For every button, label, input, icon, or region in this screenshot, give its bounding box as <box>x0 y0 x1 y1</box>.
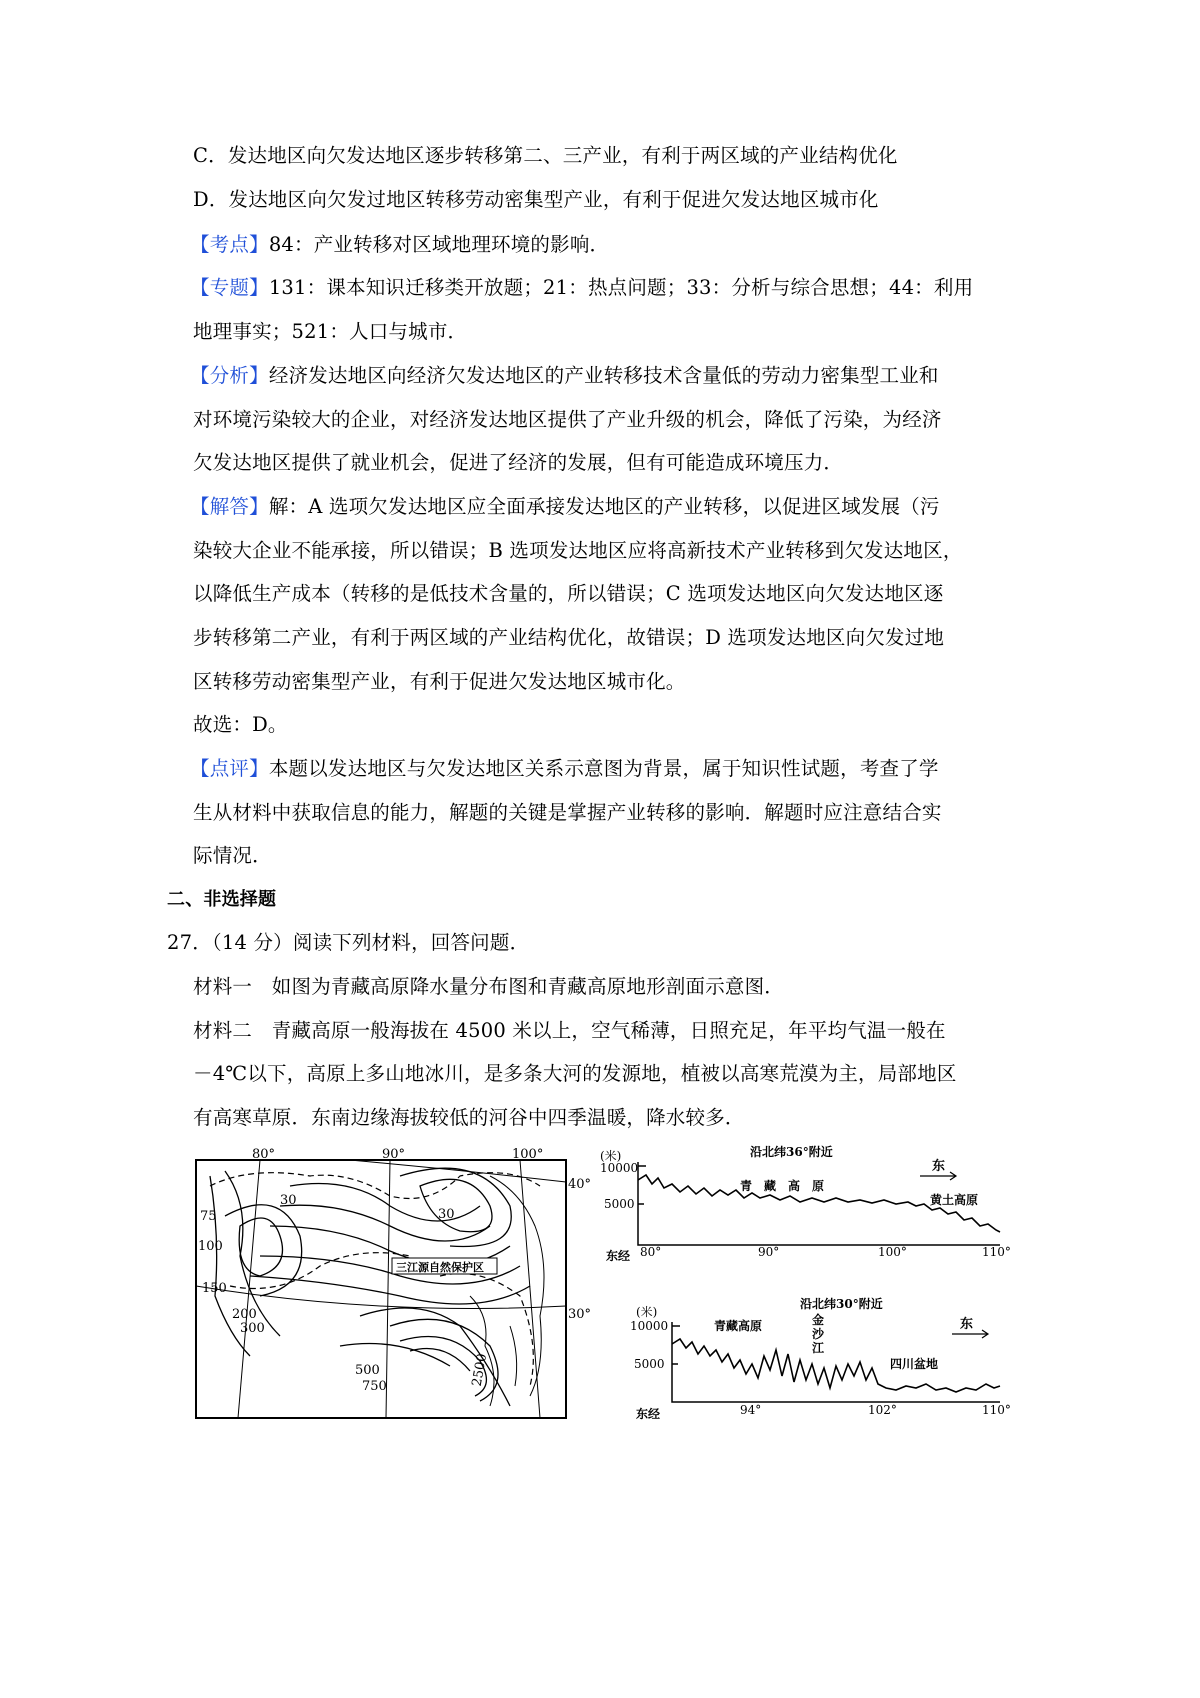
profile-1-region-plateau: 青 藏 高 原 <box>740 1179 825 1193</box>
profile-2-unit: (米) <box>636 1305 658 1319</box>
profile-2-river-char: 沙 <box>812 1327 825 1341</box>
material-2-line-3: 有高寒草原．东南边缘海拔较低的河谷中四季温暖，降水较多． <box>193 1106 745 1129</box>
isohyet-label: 150 <box>202 1281 227 1296</box>
profile-2-x-label: 110° <box>982 1403 1011 1417</box>
jieda-line-1 <box>190 494 940 520</box>
fenxi-line-3: 欠发达地区提供了就业机会，促进了经济的发展，但有可能造成环境压力． <box>193 451 844 474</box>
zhuanti-line-1 <box>190 275 973 301</box>
profile-2-river-char: 江 <box>812 1341 825 1355</box>
zhuanti-text-1: 131：课本知识迁移类开放题；21：热点问题；33：分析与综合思想；44：利用 <box>268 276 974 299</box>
section-title: 二、非选择题 <box>167 889 277 910</box>
material-2-line-2: －4℃以下，高原上多山地冰川，是多条大河的发源地，植被以高寒荒漠为主，局部地区 <box>193 1062 957 1085</box>
option-c: C．发达地区向欠发达地区逐步转移第二、三产业，有利于两区域的产业结构优化 <box>193 144 898 167</box>
fenxi-text-1: 经济发达地区向经济欠发达地区的产业转移技术含量低的劳动力密集型工业和 <box>268 364 939 387</box>
isohyet-label: 30 <box>280 1193 297 1208</box>
dianping-text-1: 本题以发达地区与欠发达地区关系示意图为背景，属于知识性试题，考查了学 <box>268 757 939 780</box>
lon-label-80: 80° <box>252 1147 276 1162</box>
profile-1-title: 沿北纬36°附近 <box>750 1145 833 1159</box>
profile-2-title: 沿北纬30°附近 <box>800 1297 883 1311</box>
profile-36n <box>600 1140 1020 1265</box>
profile-2-y-5000: 5000 <box>634 1357 665 1371</box>
profile-1-y-5000: 5000 <box>604 1197 635 1211</box>
profile-2-arrow-label: 东 <box>960 1317 974 1332</box>
profile-2-x-label: 102° <box>868 1403 897 1417</box>
isohyet-label: 30 <box>438 1207 455 1222</box>
isohyet-label: 200 <box>232 1307 257 1322</box>
isohyet-label: 750 <box>362 1379 387 1394</box>
lat-label-30: 30° <box>568 1307 592 1322</box>
profile-1-unit: (米) <box>600 1149 622 1163</box>
lon-label-100: 100° <box>512 1147 544 1162</box>
isohyet-label: 2500 <box>469 1352 491 1388</box>
profile-1-arrow-label: 东 <box>932 1159 946 1174</box>
jieda-line-3: 以降低生产成本（转移的是低技术含量的，所以错误；C 选项发达地区向欠发达地区逐 <box>193 582 944 605</box>
isohyet-label: 500 <box>355 1363 380 1378</box>
kaodian-tag: 【考点】 <box>190 233 269 256</box>
lat-label-40: 40° <box>568 1177 592 1192</box>
profile-30n <box>600 1284 1020 1424</box>
zhuanti-tag: 【专题】 <box>190 276 269 299</box>
parallel-40 <box>350 1160 566 1182</box>
isohyet-label: 100 <box>198 1239 223 1254</box>
profile-2-x-label: 94° <box>740 1403 762 1417</box>
fenxi-line-2: 对环境污染较大的企业，对经济发达地区提供了产业升级的机会，降低了污染，为经济 <box>193 408 942 431</box>
kaodian-line <box>190 232 609 258</box>
profile-2-river-char: 金 <box>812 1313 825 1327</box>
dianping-line-1 <box>190 756 939 782</box>
material-1: 材料一 如图为青藏高原降水量分布图和青藏高原地形剖面示意图． <box>193 975 785 998</box>
profile-1-x-label: 90° <box>758 1245 780 1259</box>
precipitation-map <box>190 1146 592 1421</box>
zhuanti-line-2: 地理事实；521：人口与城市． <box>193 320 468 343</box>
reserve-label: 三江源自然保护区 <box>396 1261 484 1274</box>
fenxi-line-1 <box>190 363 939 389</box>
dianping-line-2: 生从材料中获取信息的能力，解题的关键是掌握产业转移的影响．解题时应注意结合实 <box>193 801 942 824</box>
profile-1-x-label: 80° <box>640 1245 662 1259</box>
profile-2-region-basin: 四川盆地 <box>890 1357 939 1371</box>
lon-label-90: 90° <box>382 1147 406 1162</box>
answer-line: 故选：D。 <box>193 713 288 736</box>
profile-1-y-10000: 10000 <box>600 1161 639 1175</box>
profile-1-x-prefix: 东经 <box>606 1249 631 1263</box>
dianping-line-3: 际情况． <box>193 844 272 867</box>
profile-2-terrain <box>672 1339 1000 1392</box>
profile-1-region-loess: 黄土高原 <box>930 1193 979 1207</box>
jieda-text-1: 解：A 选项欠发达地区应全面承接发达地区的产业转移，以促进区域发展（污 <box>268 495 940 518</box>
meridian-100 <box>520 1160 540 1418</box>
jieda-line-2: 染较大企业不能承接，所以错误；B 选项发达地区应将高新技术产业转移到欠发达地区， <box>193 539 963 562</box>
dianping-tag: 【点评】 <box>190 757 269 780</box>
fenxi-tag: 【分析】 <box>190 364 269 387</box>
profile-2-region-plateau: 青藏高原 <box>714 1319 763 1333</box>
option-d: D．发达地区向欠发过地区转移劳动密集型产业，有利于促进欠发达地区城市化 <box>193 188 879 211</box>
profile-1-x-label: 110° <box>982 1245 1011 1259</box>
profile-2-y-10000: 10000 <box>630 1319 669 1333</box>
jieda-line-4: 步转移第二产业，有利于两区域的产业结构优化，故错误；D 选项发达地区向欠发过地 <box>193 626 945 649</box>
jieda-line-5: 区转移劳动密集型产业，有利于促进欠发达地区城市化。 <box>193 670 686 693</box>
isohyet-label: 300 <box>240 1321 265 1336</box>
jieda-tag: 【解答】 <box>190 495 269 518</box>
kaodian-text: 84：产业转移对区域地理环境的影响． <box>268 233 610 256</box>
profile-2-x-prefix: 东经 <box>636 1407 661 1421</box>
profile-1-x-label: 100° <box>878 1245 907 1259</box>
isohyet-label: 75 <box>200 1209 217 1224</box>
question-27: 27．（14 分）阅读下列材料，回答问题． <box>167 931 530 954</box>
material-2-line-1: 材料二 青藏高原一般海拔在 4500 米以上，空气稀薄，日照充足，年平均气温一般在 <box>193 1019 946 1042</box>
